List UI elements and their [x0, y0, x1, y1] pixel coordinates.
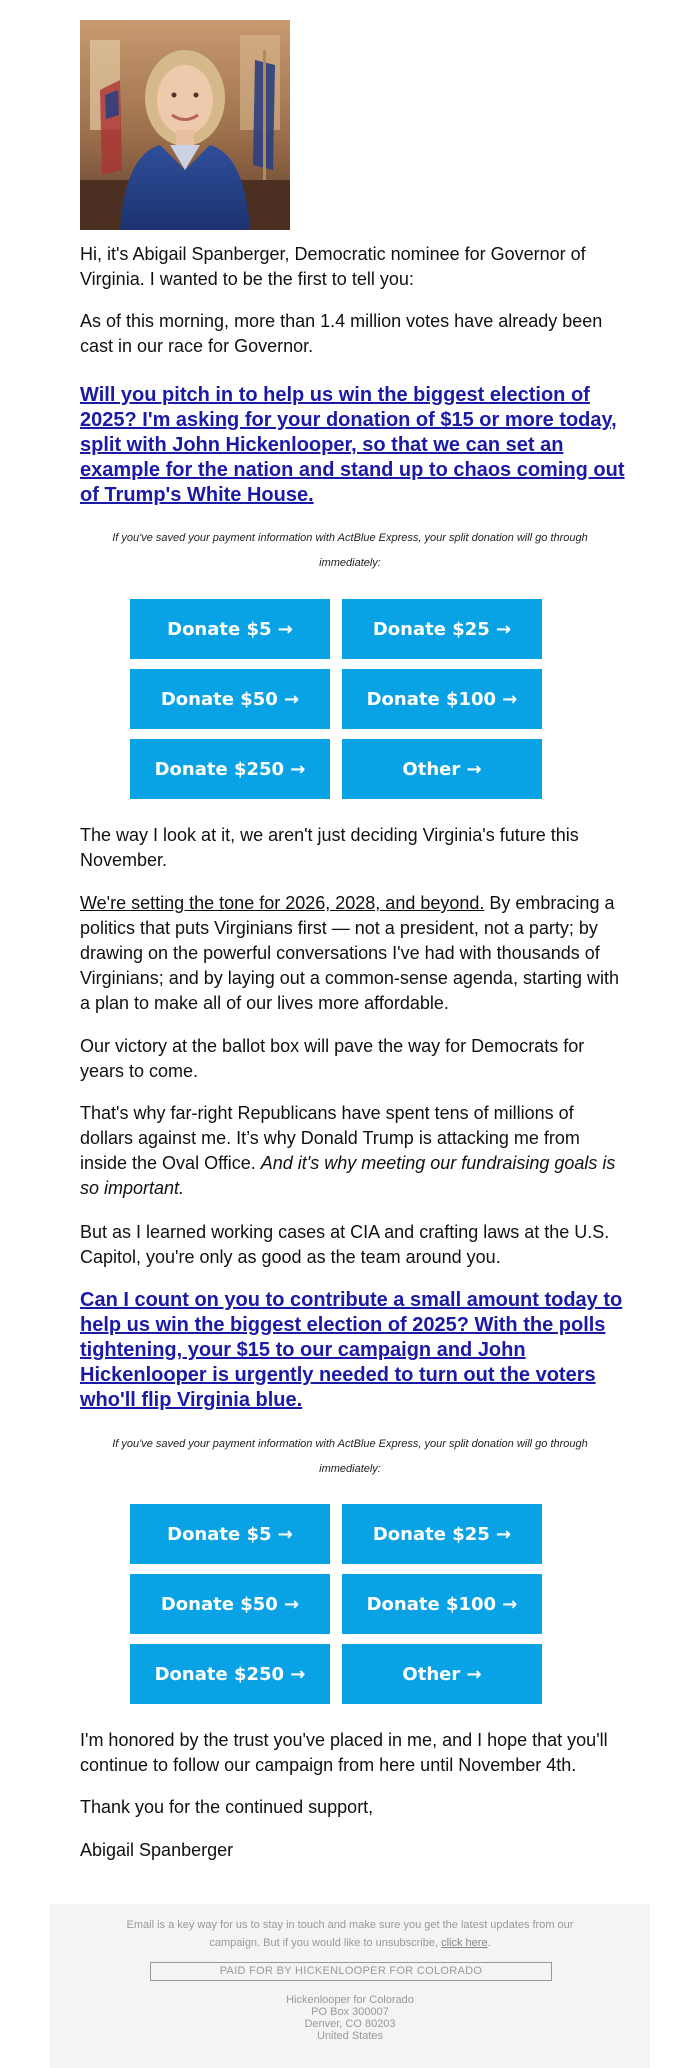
unsubscribe-note-text: Email is a key way for us to stay in touch and make sure you get the latest updates from our campaign. But if you would like to unsubscribe, — [126, 1919, 574, 1949]
portrait-photo-icon — [80, 20, 290, 230]
donate-100-button[interactable]: Donate $100 → — [342, 1574, 542, 1634]
underlined-phrase: We're setting the tone for 2026, 2028, and beyond. — [80, 893, 485, 913]
paragraph-republicans-text: That's why far-right Republicans have spent tens of millions of dollars against me. It’s why Donald Trump is attacking me from inside the Oval Office. — [80, 1103, 580, 1173]
paragraph-virginia-future: The way I look at it, we aren't just deciding Virginia's future this November. — [80, 825, 579, 870]
donate-5-button[interactable]: Donate $5 → — [130, 1504, 330, 1564]
address-org: Hickenlooper for Colorado — [286, 1994, 414, 2006]
donate-25-button[interactable]: Donate $25 → — [342, 1504, 542, 1564]
paragraph-team: But as I learned working cases at CIA and crafting laws at the U.S. Capitol, you're only as good as the team around you. — [80, 1222, 610, 1267]
footer — [50, 1904, 650, 2068]
intro-paragraph-1: Hi, it's Abigail Spanberger, Democratic nominee for Governor of Virginia. I wanted to be the first to tell you: — [80, 244, 586, 289]
paragraph-setting-tone-rest: By embracing a politics that puts Virginians first — not a president, not a party; by drawing on the powerful conversations I've had with thousands of Virginians; and by laying out a common-sense agenda, starting with a plan to make all of our lives more affordable. — [80, 893, 619, 1013]
address-po-box: PO Box 300007 — [311, 2006, 389, 2018]
donate-other-button[interactable]: Other → — [342, 1644, 542, 1704]
donate-25-button[interactable]: Donate $25 → — [342, 599, 542, 659]
paragraph-ballot-box: Our victory at the ballot box will pave the way for Democrats for years to come. — [80, 1036, 585, 1081]
candidate-photo — [80, 20, 290, 230]
donate-button-grid-2 — [130, 1504, 544, 1704]
donate-5-button[interactable]: Donate $5 → — [130, 599, 330, 659]
address-city: Denver, CO 80203 — [304, 2018, 396, 2030]
actblue-express-note-1: If you've saved your payment information with ActBlue Express, your split donation will go through immediately: — [112, 532, 588, 569]
fundraising-emphasis: And it's why meeting our fundraising goals is so important. — [80, 1153, 616, 1198]
donate-100-button[interactable]: Donate $100 → — [342, 669, 542, 729]
address-country: United States — [316, 2030, 384, 2042]
mailing-address — [50, 1994, 650, 2042]
paragraph-setting-tone — [80, 891, 625, 1016]
donate-50-button[interactable]: Donate $50 → — [130, 1574, 330, 1634]
actblue-express-note-2: If you've saved your payment information with ActBlue Express, your split donation will go through immediately: — [112, 1438, 588, 1475]
paid-for-disclaimer: PAID FOR BY HICKENLOOPER FOR COLORADO — [150, 1962, 552, 1981]
donation-ask-link-2[interactable]: Can I count on you to contribute a small amount today to help us win the biggest election of 2025? With the polls tightening, your $15 to our campaign and John Hickenlooper is urgently needed to turn out the voters who'll flip Virginia blue. — [80, 1289, 623, 1411]
unsubscribe-link[interactable]: click here — [441, 1937, 488, 1949]
donate-other-button[interactable]: Other → — [342, 739, 542, 799]
intro-paragraph-2: As of this morning, more than 1.4 million votes have already been cast in our race for Governor. — [80, 311, 603, 356]
donation-ask-link-1[interactable]: Will you pitch in to help us win the biggest election of 2025? I'm asking for your donation of $15 or more today, split with John Hickenlooper, so that we can set an example for the nation and stand up to chaos coming out of Trump's White House. — [80, 384, 625, 506]
unsubscribe-note-end: . — [487, 1937, 491, 1949]
donate-250-button[interactable]: Donate $250 → — [130, 739, 330, 799]
paragraph-republicans — [80, 1101, 625, 1201]
unsubscribe-note — [110, 1916, 590, 1952]
signature: Abigail Spanberger — [80, 1840, 234, 1860]
donate-button-grid-1 — [130, 599, 544, 799]
paragraph-thank-you: Thank you for the continued support, — [80, 1797, 374, 1817]
donate-50-button[interactable]: Donate $50 → — [130, 669, 330, 729]
paragraph-honored: I'm honored by the trust you've placed in me, and I hope that you'll continue to follow our campaign from here until November 4th. — [80, 1730, 608, 1775]
donate-250-button[interactable]: Donate $250 → — [130, 1644, 330, 1704]
